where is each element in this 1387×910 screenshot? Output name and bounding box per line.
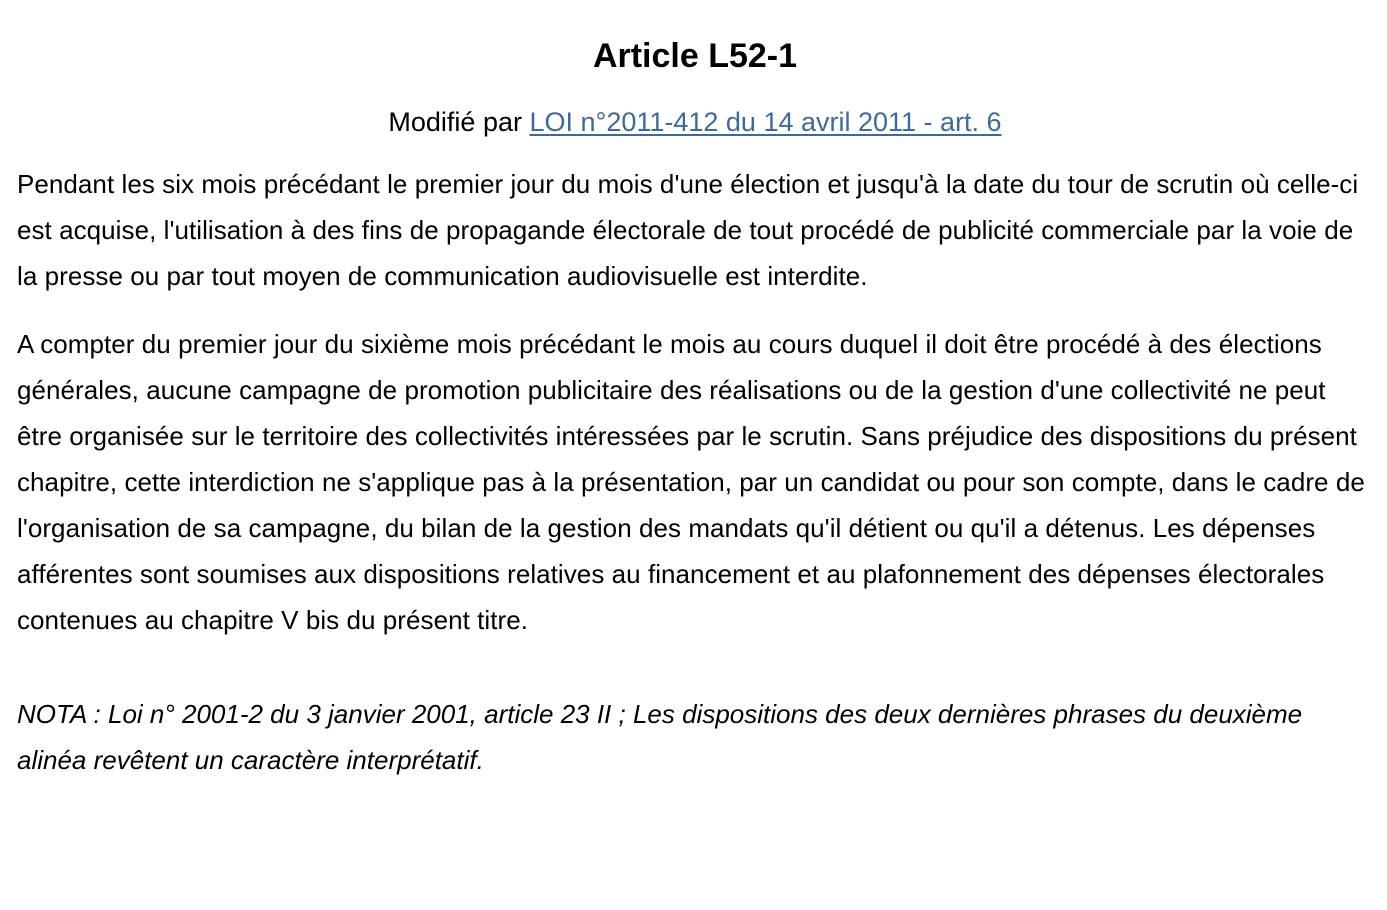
article-paragraph-1: Pendant les six mois précédant le premier jour du mois d'une élection et jusqu'à la date du tour de scrutin où celle-ci est acquise, l'utilisation à des fins de propagande électorale de tout procédé de publicité commerciale par la voie de la presse ou par tout moyen de communication audiovisuelle est interdite.: [17, 169, 1359, 291]
article-paragraph-2: A compter du premier jour du sixième mois précédant le mois au cours duquel il doit être procédé à des élections générales, aucune campagne de promotion publicitaire des réalisations ou de la gestion d'une collectivité ne peut être organisée sur le territoire des collectivités intéressées par le scrutin. Sans préjudice des dispositions du présent chapitre, cette interdiction ne s'applique pas à la présentation, par un candidat ou pour son compte, dans le cadre de l'organisation de sa campagne, du bilan de la gestion des mandats qu'il détient ou qu'il a détenus. Les dépenses afférentes sont soumises aux dispositions relatives au financement et au plafonnement des dépenses électorales contenues au chapitre V bis du présent titre.: [17, 329, 1365, 635]
article-nota: NOTA : Loi n° 2001-2 du 3 janvier 2001, article 23 II ; Les dispositions des deux dernières phrases du deuxième alinéa revêtent un caractère interprétatif.: [17, 699, 1303, 775]
article-title: Article L52-1: [592, 37, 798, 75]
modifying-law-link[interactable]: LOI n°2011-412 du 14 avril 2011 - art. 6: [529, 107, 1002, 137]
modified-by-label: Modifié par: [388, 107, 530, 137]
modification-line: [17, 78, 1373, 139]
